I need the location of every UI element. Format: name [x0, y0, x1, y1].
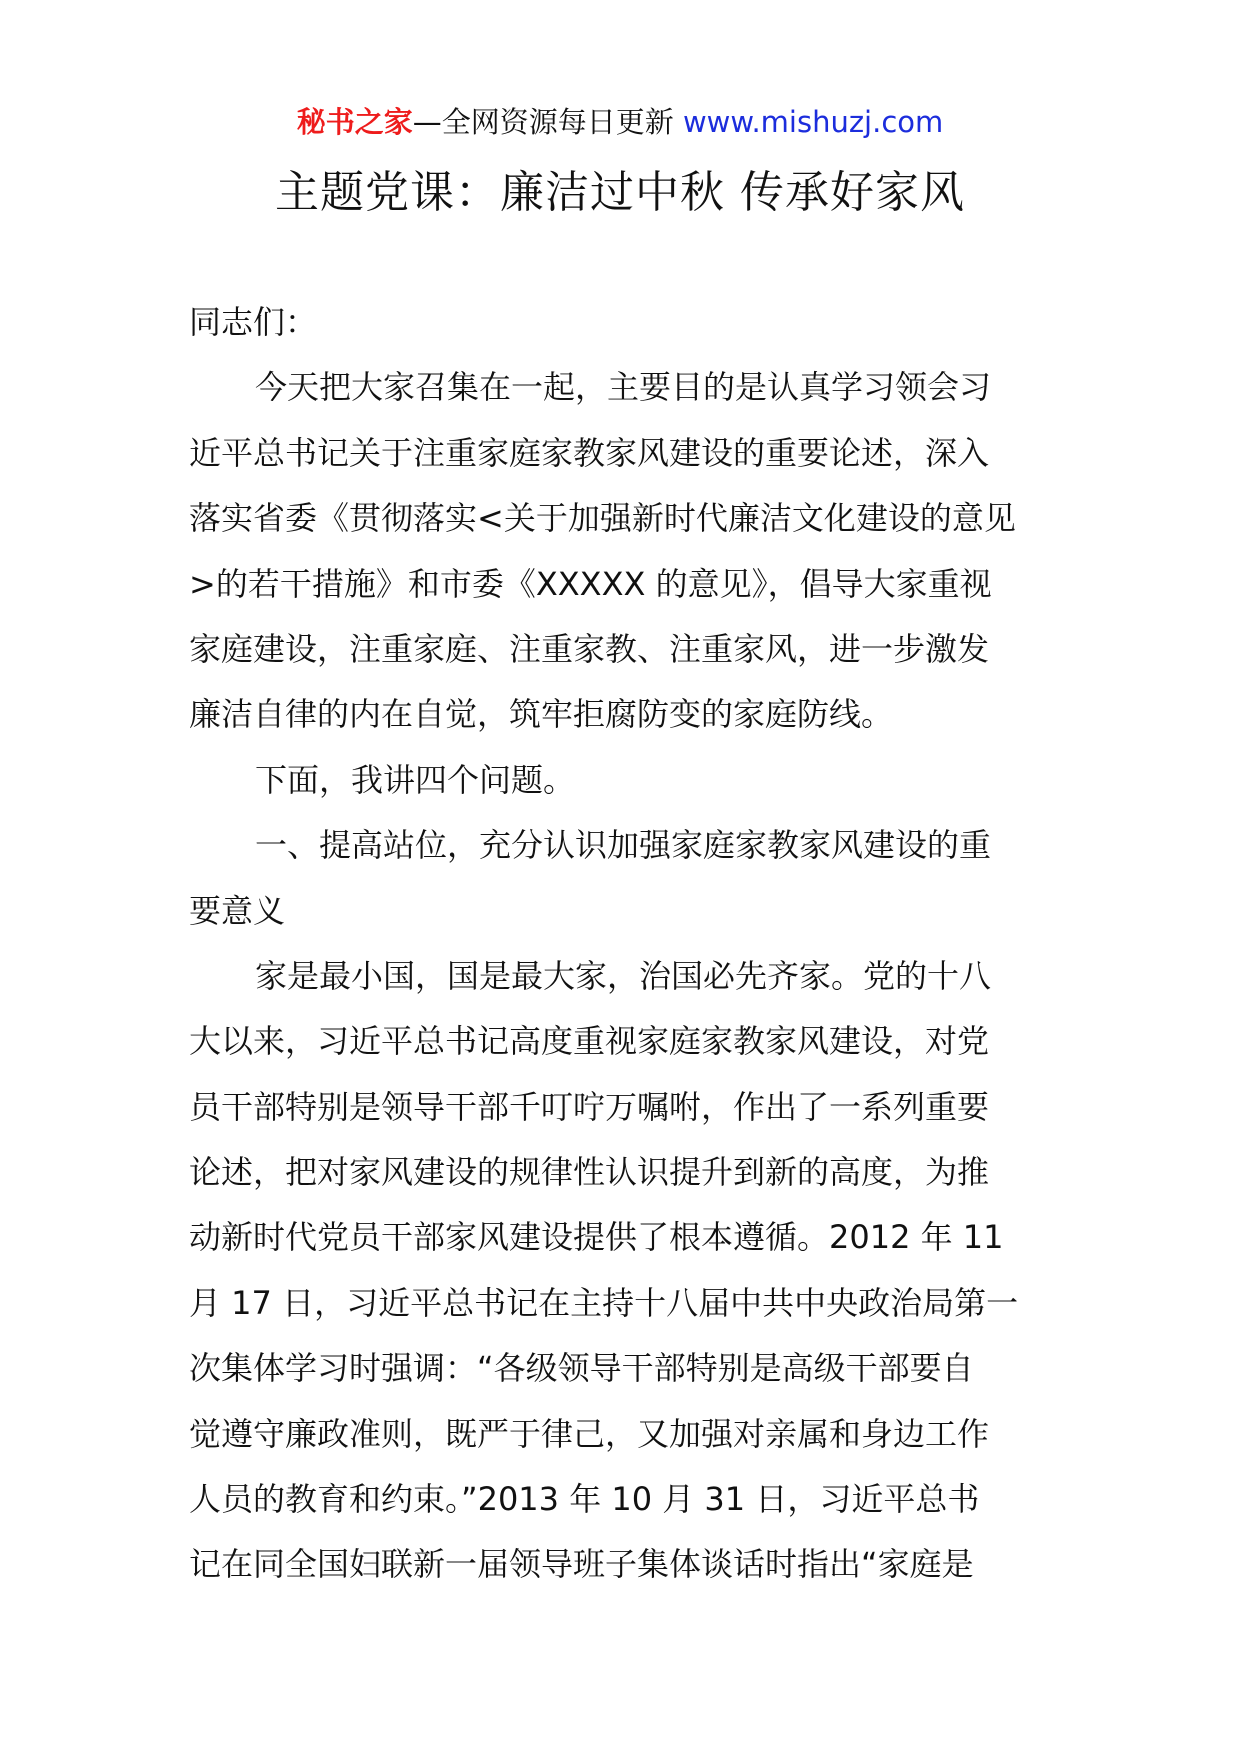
- paragraph-line: 觉遵守廉政准则，既严于律己，又加强对亲属和身边工作: [189, 1414, 990, 1453]
- paragraph-line: 记在同全国妇联新一届领导班子集体谈话时指出“家庭是: [189, 1545, 974, 1584]
- paragraph-line: 论述，把对家风建设的规律性认识提升到新的高度，为推: [189, 1153, 990, 1192]
- paragraph-line: >的若干措施》和市委《XXXXX 的意见》，倡导大家重视: [189, 564, 992, 603]
- document-body: [189, 290, 1059, 1598]
- brand-name: 秘书之家: [296, 105, 413, 139]
- paragraph-line: 大以来，习近平总书记高度重视家庭家教家风建设，对党: [189, 1022, 990, 1061]
- paragraph-line: 家庭建设，注重家庭、注重家教、注重家风，进一步激发: [189, 629, 990, 668]
- paragraph-line: 落实省委《贯彻落实<关于加强新时代廉洁文化建设的意见: [189, 499, 1016, 538]
- paragraph-line: 今天把大家召集在一起，主要目的是认真学习领会习: [255, 368, 992, 407]
- paragraph-line: 近平总书记关于注重家庭家教家风建设的重要论述，深入: [189, 433, 990, 472]
- paragraph-line: 动新时代党员干部家风建设提供了根本遵循。2012 年 11: [189, 1218, 1004, 1257]
- site-slogan: —全网资源每日更新: [412, 105, 683, 139]
- section-heading-line: 一、提高站位，充分认识加强家庭家教家风建设的重: [255, 826, 992, 865]
- paragraph-line: 家是最小国，国是最大家，治国必先齐家。党的十八: [255, 956, 992, 995]
- paragraph-line: 员干部特别是领导干部千叮咛万嘱咐，作出了一系列重要: [189, 1087, 990, 1126]
- site-url-link[interactable]: www.mishuzj.com: [682, 105, 944, 139]
- salutation-line: 同志们：: [189, 303, 318, 341]
- section-heading-line: 要意义: [189, 891, 286, 930]
- document-title: 主题党课：廉洁过中秋 传承好家风: [275, 167, 965, 218]
- paragraph-line: 月 17 日，习近平总书记在主持十八届中共中央政治局第一: [189, 1283, 1019, 1322]
- paragraph-line: 人员的教育和约束。”2013 年 10 月 31 日，习近平总书: [189, 1480, 980, 1519]
- paragraph-line: 下面，我讲四个问题。: [255, 760, 576, 799]
- site-header: [0, 102, 1240, 142]
- paragraph-line: 次集体学习时强调：“各级领导干部特别是高级干部要自: [189, 1349, 974, 1388]
- paragraph-line: 廉洁自律的内在自觉，筑牢拒腐防变的家庭防线。: [189, 695, 894, 734]
